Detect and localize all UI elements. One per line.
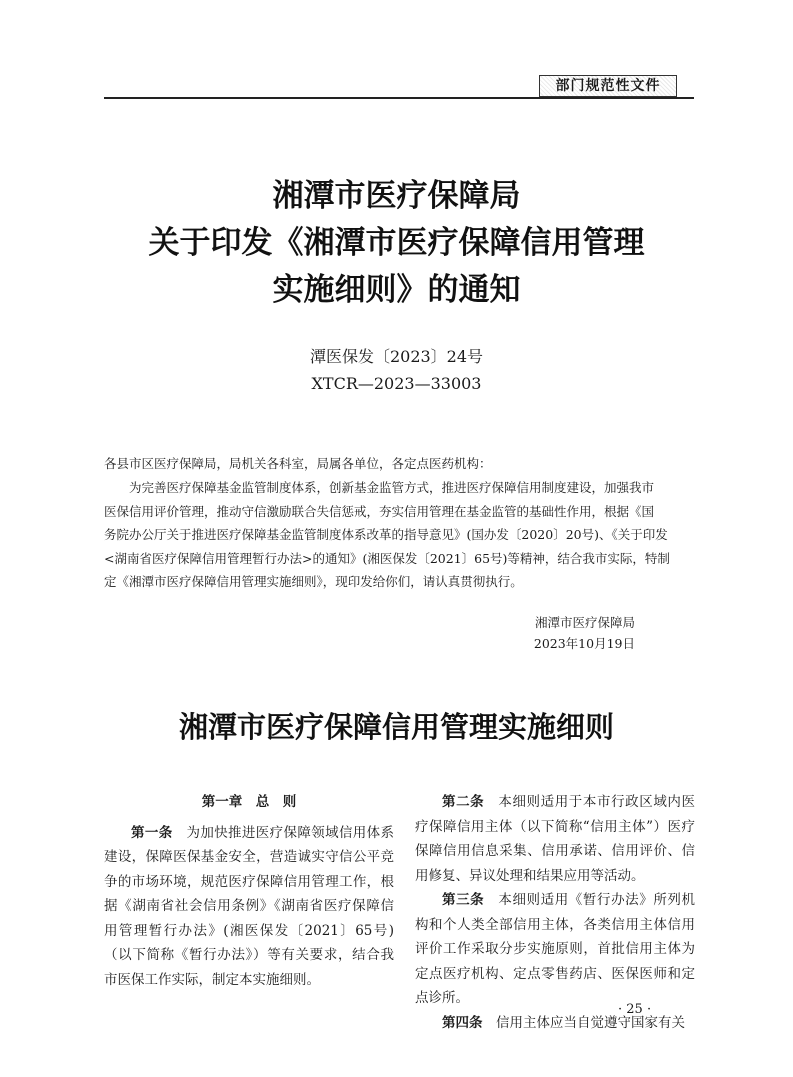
notice-body-line: <湖南省医疗保障信用管理暂行办法>的通知》(湘医保发〔2021〕65号)等精神，结合我市实际，特制 xyxy=(104,550,670,566)
rules-title: 湘潭市医疗保障信用管理实施细则 xyxy=(178,710,614,744)
article-2 xyxy=(415,790,695,888)
article-text: 本细则适用《暂行办法》所列机构和个人类全部信用主体，各类信用主体信用评价工作采取分步实施原则，首批信用主体为定点医疗机构、定点零售药店、医保医师和定点诊所。 xyxy=(415,892,696,1006)
article-1 xyxy=(104,821,394,993)
article-4 xyxy=(415,1011,695,1036)
left-column xyxy=(104,790,394,992)
right-column xyxy=(415,790,695,1035)
article-text: 信用主体应当自觉遵守国家有关 xyxy=(496,1014,685,1031)
notice-body xyxy=(104,476,694,594)
reg-number: XTCR—2023—33003 xyxy=(311,374,482,393)
notice-title-line-1: 湘潭市医疗保障局 xyxy=(272,178,521,214)
article-label: 第二条 xyxy=(442,794,485,810)
header-rule xyxy=(104,97,694,99)
doc-number: 潭医保发〔2023〕24号 xyxy=(309,347,484,366)
article-label: 第四条 xyxy=(442,1014,483,1031)
article-label: 第三条 xyxy=(442,892,485,908)
chapter-heading: 第一章 总 则 xyxy=(201,794,297,810)
article-text: 本细则适用于本市行政区域内医疗保障信用主体（以下简称“信用主体”）医疗保障信用信息采集、信用承诺、信用评价、信用修复、异议处理和结果应用等活动。 xyxy=(415,794,696,884)
notice-body-line: 定《湘潭市医疗保障信用管理实施细则》，现印发给你们，请认真贯彻执行。 xyxy=(104,574,523,589)
article-text: 为加快推进医疗保障领域信用体系建设，保障医保基金安全，营造诚实守信公平竞争的市场环境，规范医疗保障信用管理工作，根据《湖南省社会信用条例》《湖南省医疗保障信用管理暂行办法》(湘医保发〔2021〕65号)（以下简称《暂行办法》）等有关要求，结合我市医保工作实际，制定本实施细则。 xyxy=(104,824,395,988)
notice-body-line: 务院办公厅关于推进医疗保障基金监管制度体系改革的指导意见》(国办发〔2020〕20号)、《关于印发 xyxy=(104,527,668,542)
salutation: 各县市区医疗保障局，局机关各科室，局属各单位，各定点医药机构： xyxy=(104,456,492,471)
notice-body-line: 医保信用评价管理，推动守信激励联合失信惩戒，夯实信用管理在基金监管的基础性作用，根据《国 xyxy=(104,503,655,519)
page-number: · 25 · xyxy=(618,1002,652,1017)
article-3 xyxy=(415,888,695,1011)
notice-body-line: 为完善医疗保障基金监管制度体系，创新基金监管方式，推进医疗保障信用制度建设，加强我市 xyxy=(129,480,655,495)
issue-date: 2023年10月19日 xyxy=(533,636,635,651)
issuer: 湘潭市医疗保障局 xyxy=(534,615,635,630)
notice-title-line-2: 关于印发《湘潭市医疗保障信用管理 xyxy=(148,225,645,261)
section-label: 部门规范性文件 xyxy=(539,75,677,97)
notice-title-line-3: 实施细则》的通知 xyxy=(272,272,521,308)
article-label: 第一条 xyxy=(131,824,173,841)
